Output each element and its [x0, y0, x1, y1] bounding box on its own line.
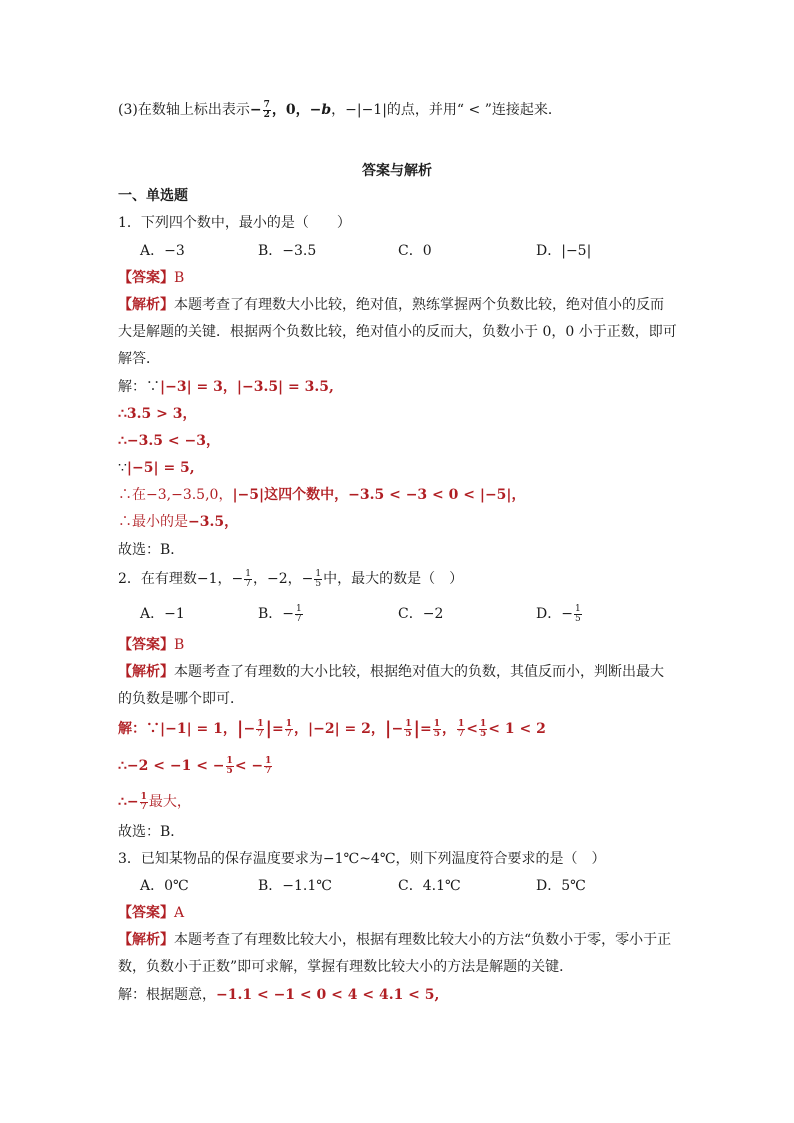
numerator: 1	[257, 718, 264, 729]
text: 解：∵	[118, 379, 160, 395]
math: |− $\frac{1}{7}$ |= $\frac{1}{7}$	[236, 718, 293, 739]
q2-answer	[118, 635, 184, 655]
q2-stem	[118, 569, 463, 589]
q1-solution-line	[118, 377, 334, 397]
numerator: 1	[315, 568, 322, 579]
q2-solution-line: 故选：B．	[118, 824, 185, 840]
q1-option-c: C．0	[398, 243, 432, 259]
denominator: 5	[574, 613, 581, 624]
answer-title: 答案与解析	[362, 163, 432, 179]
analysis-tag: 【解析】	[118, 664, 174, 680]
q1-answer	[118, 268, 184, 288]
text: < 1 < 2	[488, 721, 546, 737]
denominator: 7	[265, 765, 272, 776]
fraction	[264, 757, 272, 776]
q3-solution-line	[118, 985, 439, 1005]
q2-option-a: A．−1	[140, 606, 185, 622]
text: B．−	[258, 606, 295, 622]
math: 解：∵|−1| = 1，	[118, 721, 237, 737]
text: 本题考查了有理数大小比较，绝对值，熟练掌握两个负数比较，绝对值小的反而	[174, 297, 664, 313]
numerator: 1	[480, 718, 487, 729]
q1-options	[118, 241, 678, 261]
q2-analysis-line: 的负数是哪个即可．	[118, 691, 244, 707]
fraction	[140, 793, 148, 812]
fraction	[479, 720, 487, 739]
text: ∵	[118, 460, 127, 476]
numerator: 1	[296, 603, 302, 614]
q1-option-b: B．−3.5	[258, 243, 317, 259]
text: ，−|−1|的点，并用“ < ”连接起来．	[331, 102, 562, 118]
fraction	[226, 757, 234, 776]
denominator: 7	[285, 728, 293, 739]
math: |−5|	[232, 487, 265, 503]
q2-option-c: C．−2	[398, 606, 444, 622]
q1-solution-line	[118, 512, 238, 532]
analysis-tag: 【解析】	[118, 932, 174, 948]
q2-option-d	[536, 604, 583, 624]
analysis-tag: 【解析】	[118, 297, 174, 313]
q3-answer	[118, 903, 184, 923]
numerator: 1	[265, 755, 272, 766]
q3-option-a: A．0℃	[140, 878, 189, 894]
text: 最大，	[148, 794, 191, 810]
prev-question-line	[118, 100, 562, 120]
text: ，−2，−	[253, 571, 314, 587]
denominator: 7	[458, 728, 465, 739]
text: <	[466, 721, 479, 737]
fraction	[263, 101, 271, 120]
numerator: 1	[226, 755, 233, 766]
answer-tag: 【答案】	[118, 270, 174, 286]
q3-analysis-line	[118, 930, 671, 950]
answer-value: A	[174, 905, 185, 921]
q3-option-b: B．−1.1℃	[258, 878, 332, 894]
numerator: 1	[405, 718, 412, 729]
text: < −	[234, 758, 264, 774]
fraction	[285, 720, 293, 739]
answer-tag: 【答案】	[118, 637, 174, 653]
math: ，|−2| = 2，	[294, 721, 385, 737]
q1-solution-line: ∴−3.5 < −3，	[118, 433, 220, 449]
q1-analysis-line: 解答．	[118, 351, 160, 367]
q1-solution-line	[118, 458, 195, 478]
text: D．−	[536, 606, 573, 622]
q3-stem: 3．已知某物品的保存温度要求为−1℃~4℃，则下列温度符合要求的是（ ）	[118, 851, 606, 867]
section-title: 一、单选题	[118, 188, 188, 204]
denominator: 2	[263, 109, 270, 120]
denominator: 7	[245, 578, 252, 589]
numerator: 7	[263, 99, 270, 110]
denominator: 5	[226, 765, 233, 776]
text: 2．在有理数−1，−	[118, 571, 244, 587]
math: −3.5，	[188, 514, 239, 530]
q1-solution-line: 故选：B．	[118, 542, 185, 558]
q1-analysis-line	[118, 295, 664, 315]
numerator: 1	[285, 718, 293, 729]
denominator: 5	[433, 728, 441, 739]
fraction	[244, 570, 252, 589]
text: ∴在−3,−3.5,0，	[118, 487, 233, 503]
q3-option-d: D．5℃	[536, 878, 586, 894]
denominator: 7	[140, 801, 147, 812]
numerator: 1	[140, 791, 147, 802]
fraction	[457, 720, 465, 739]
text: ，0，−	[271, 102, 322, 118]
q2-solution-line	[118, 792, 191, 812]
q2-option-b	[258, 604, 304, 624]
variable: b	[321, 102, 332, 118]
denominator: 7	[257, 728, 264, 739]
q1-stem: 1．下列四个数中，最小的是（ ）	[118, 215, 351, 231]
math: |−3| = 3，|−3.5| = 3.5,	[160, 379, 334, 395]
q1-solution-line	[118, 485, 526, 505]
q2-analysis-line	[118, 662, 664, 682]
numerator: 1	[433, 718, 441, 729]
answer-value: B	[174, 637, 185, 653]
q1-option-a: A．−3	[140, 243, 185, 259]
q1-option-d: D．|−5|	[536, 243, 592, 259]
text: 解：根据题意，	[118, 987, 216, 1003]
answer-value: B	[174, 270, 185, 286]
math: |−5| = 5,	[126, 460, 195, 476]
text: 中，最大的数是（ ）	[323, 571, 464, 587]
q2-solution-line	[118, 756, 273, 776]
answer-tag: 【答案】	[118, 905, 174, 921]
text: (3)在数轴上标出表示	[118, 102, 250, 118]
denominator: 5	[480, 728, 487, 739]
q2-solution-line	[118, 719, 546, 739]
fraction	[433, 720, 441, 739]
numerator: 1	[458, 718, 465, 729]
text: −	[249, 102, 262, 118]
math: 这四个数中，−3.5 < −3 < 0 < |−5|，	[264, 487, 526, 503]
fraction	[404, 720, 412, 739]
q1-solution-line: ∴3.5 > 3，	[118, 406, 197, 422]
math: −1.1 < −1 < 0 < 4 < 4.1 < 5,	[216, 987, 440, 1003]
numerator: 1	[245, 568, 252, 579]
denominator: 7	[296, 613, 302, 624]
fraction	[314, 570, 322, 589]
fraction	[295, 605, 303, 624]
math: |− $\frac{1}{5}$ |= $\frac{1}{5}$ ， $\frac{1}{7}$ < $\frac{1}{5}$ < 1 < 2	[384, 718, 546, 739]
q3-options	[118, 876, 678, 896]
text: ∴−	[118, 794, 139, 810]
text: ∴最小的是	[118, 514, 188, 530]
q2-options	[118, 604, 678, 624]
text: 本题考查了有理数的大小比较，根据绝对值大的负数，其值反而小，判断出最大	[174, 664, 664, 680]
fraction	[256, 720, 264, 739]
text: 本题考查了有理数比较大小，根据有理数比较大小的方法“负数小于零，零小于正	[174, 932, 672, 948]
text: ∴−2 < −1 < −	[118, 758, 225, 774]
q3-option-c: C．4.1℃	[398, 878, 461, 894]
q3-analysis-line: 数，负数小于正数”即可求解，掌握有理数比较大小的方法是解题的关键．	[118, 959, 574, 975]
fraction	[574, 605, 582, 624]
denominator: 5	[405, 728, 412, 739]
q1-analysis-line: 大是解题的关键．根据两个负数比较，绝对值小的反而大，负数小于 0，0 小于正数，即可	[118, 324, 677, 340]
denominator: 5	[315, 578, 322, 589]
numerator: 1	[574, 603, 581, 614]
